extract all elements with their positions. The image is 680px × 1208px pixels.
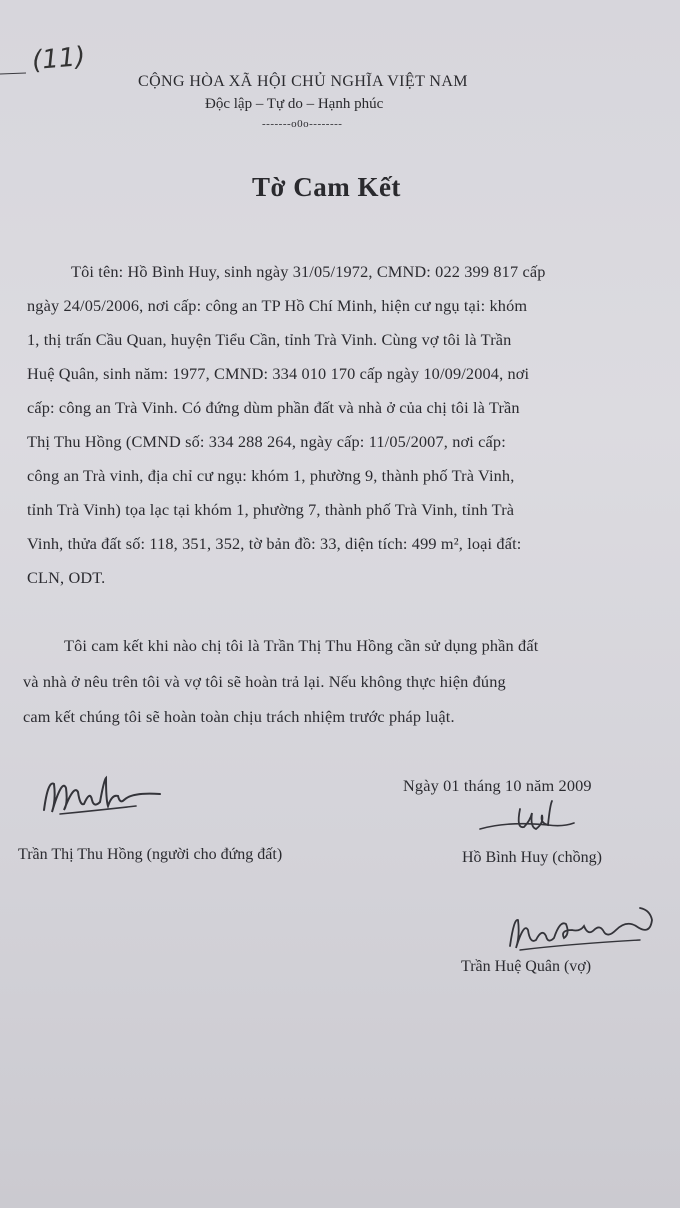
page-number-mark: (11) (30, 41, 87, 77)
country-heading: CỘNG HÒA XÃ HỘI CHỦ NGHĨA VIỆT NAM (138, 73, 468, 90)
paragraph-2-line: cam kết chúng tôi sẽ hoàn toàn chịu trách nhiệm trước pháp luật. (23, 707, 455, 726)
paragraph-2-line: và nhà ở nêu trên tôi và vợ tôi sẽ hoàn trả lại. Nếu không thực hiện đúng (23, 672, 506, 691)
document-title: Tờ Cam Kết (252, 172, 401, 202)
paragraph-1-line: Vinh, thửa đất số: 118, 351, 352, tờ bản đồ: 33, diện tích: 499 m², loại đất: (27, 534, 522, 553)
paragraph-1-line: 1, thị trấn Cầu Quan, huyện Tiểu Cần, tỉnh Trà Vinh. Cùng vợ tôi là Trần (27, 330, 512, 349)
paragraph-1-line: Thị Thu Hồng (CMND số: 334 288 264, ngày cấp: 11/05/2007, nơi cấp: (27, 432, 506, 451)
paragraph-1-line: Tôi tên: Hồ Bình Huy, sinh ngày 31/05/1972, CMND: 022 399 817 cấp (71, 262, 546, 281)
date-line: Ngày 01 tháng 10 năm 2009 (403, 776, 592, 795)
motto: Độc lập – Tự do – Hạnh phúc (205, 96, 384, 112)
signatory-hong: Trần Thị Thu Hồng (người cho đứng đất) (18, 846, 283, 863)
header-ornament: -------o0o-------- (262, 118, 343, 130)
signature-huy (478, 795, 588, 845)
paragraph-2-line: Tôi cam kết khi nào chị tôi là Trần Thị Thu Hồng cần sử dụng phần đất (64, 636, 539, 655)
paragraph-1-line: Huệ Quân, sinh năm: 1977, CMND: 334 010 170 cấp ngày 10/09/2004, nơi (27, 364, 530, 383)
signature-quan (500, 900, 670, 960)
paragraph-1-line: tỉnh Trà Vinh) tọa lạc tại khóm 1, phường 7, thành phố Trà Vinh, tỉnh Trà (27, 500, 515, 519)
signature-hong (40, 770, 170, 820)
paragraph-1-line: cấp: công an Trà Vinh. Có đứng dùm phần đất và nhà ở của chị tôi là Trần (27, 398, 520, 417)
paragraph-1-line: công an Trà vinh, địa chỉ cư ngụ: khóm 1, phường 9, thành phố Trà Vinh, (27, 466, 515, 485)
margin-dash (0, 73, 26, 75)
paragraph-1-line: ngày 24/05/2006, nơi cấp: công an TP Hồ Chí Minh, hiện cư ngụ tại: khóm (27, 296, 528, 315)
signatory-quan: Trần Huệ Quân (vợ) (461, 958, 592, 975)
signatory-huy: Hồ Bình Huy (chồng) (462, 849, 602, 866)
paragraph-1-line: CLN, ODT. (27, 568, 106, 587)
